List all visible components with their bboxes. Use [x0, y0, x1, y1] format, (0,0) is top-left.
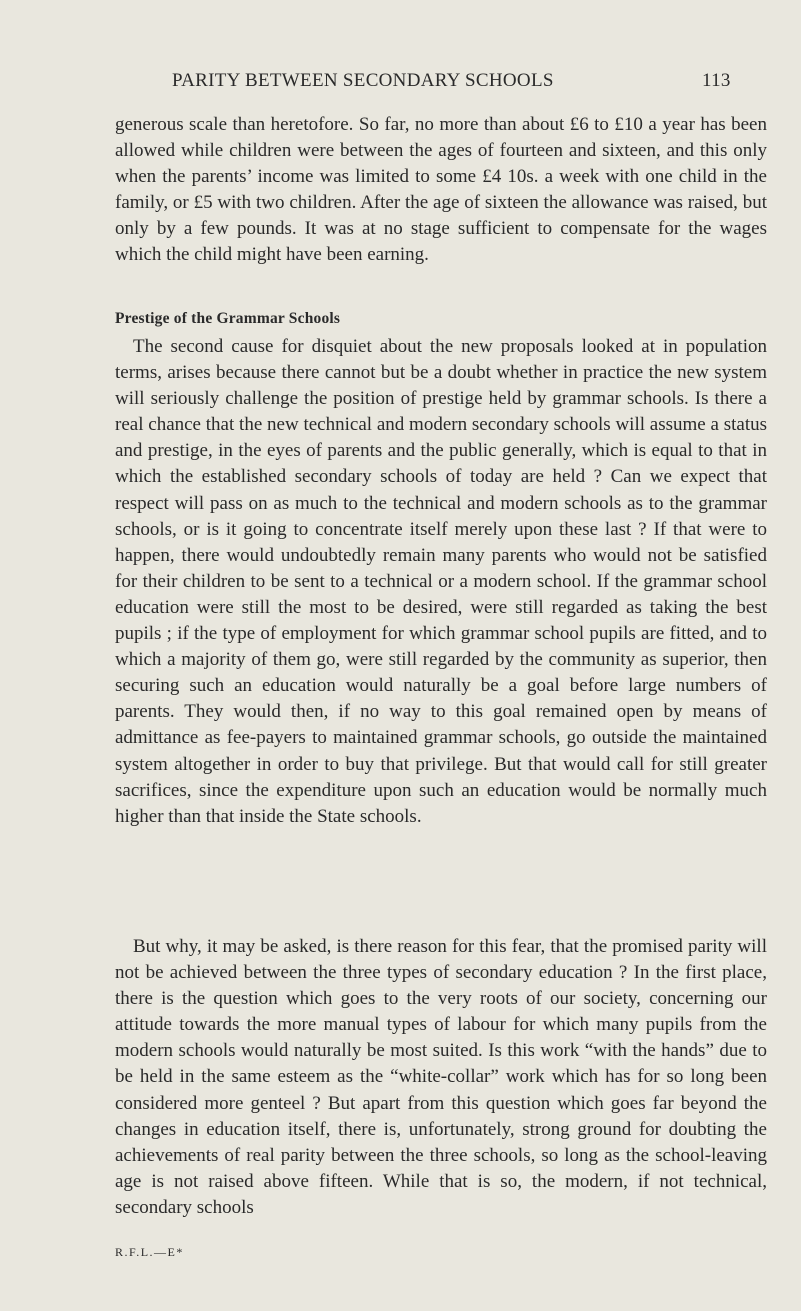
page-number: 113: [702, 70, 731, 91]
running-head: [0, 70, 801, 96]
paragraph-1: [115, 112, 767, 269]
signature-mark: R.F.L.—E*: [115, 1245, 184, 1259]
section-heading: Prestige of the Grammar Schools: [115, 310, 341, 327]
paragraph-3-text: But why, it may be asked, is there reason for this fear, that the promised parity will not be achieved between the three types of secondary education ? In the first place, there is the question which goes to the very roots of our society, concerning our attitude towards the more manual types of labour for which many pupils from the modern schools would naturally be most suited. Is this work “with the hands” due to be held in the same esteem as the “white-collar” work which has for so long been considered more genteel ? But apart from this question which goes far beyond the changes in education itself, there is, unfortunately, strong ground for doubting the achievements of real parity between the three schools, so long as the school-leaving age is not raised above fifteen. While that is so, the modern, if not technical, secondary schools: [115, 936, 767, 1218]
paragraph-1-text: generous scale than heretofore. So far, no more than about £6 to £10 a year has been allowed while children were between the ages of fourteen and sixteen, and this only when the parents’ income was limited to some £4 10s. a week with one child in the family, or £5 with two children. After the age of sixteen the allowance was raised, but only by a few pounds. It was at no stage sufficient to compensate for the wages which the child might have been earning.: [115, 114, 767, 266]
paragraph-2-text: The second cause for disquiet about the new proposals looked at in population terms, arises because there cannot but be a doubt whether in practice the new system will seriously challenge the position of prestige held by grammar schools. Is there a real chance that the new technical and modern secondary schools will assume a status and prestige, in the eyes of parents and the public generally, which is equal to that in which the established secondary schools of today are held ? Can we expect that respect will pass on as much to the technical and modern schools as to the grammar schools, or is it going to concentrate itself merely upon these last ? If that were to happen, there would undoubtedly remain many parents who would not be satisfied for their children to be sent to a technical or a modern school. If the grammar school education were still the most to be desired, were still regarded as taking the best pupils ; if the type of employment for which grammar school pupils are fitted, and to which a majority of them go, were still regarded by the community as superior, then securing such an education would naturally be a goal before large numbers of parents. They would then, if no way to this goal remained open by means of admittance as fee-payers to maintained grammar schools, go outside the maintained system altogether in order to buy that privilege. But that would call for still greater sacrifices, since the expenditure upon such an education would be normally much higher than that inside the State schools.: [115, 336, 767, 827]
paragraph-3: [115, 934, 767, 1221]
paragraph-2: [115, 334, 767, 830]
running-title: PARITY BETWEEN SECONDARY SCHOOLS: [172, 70, 554, 91]
